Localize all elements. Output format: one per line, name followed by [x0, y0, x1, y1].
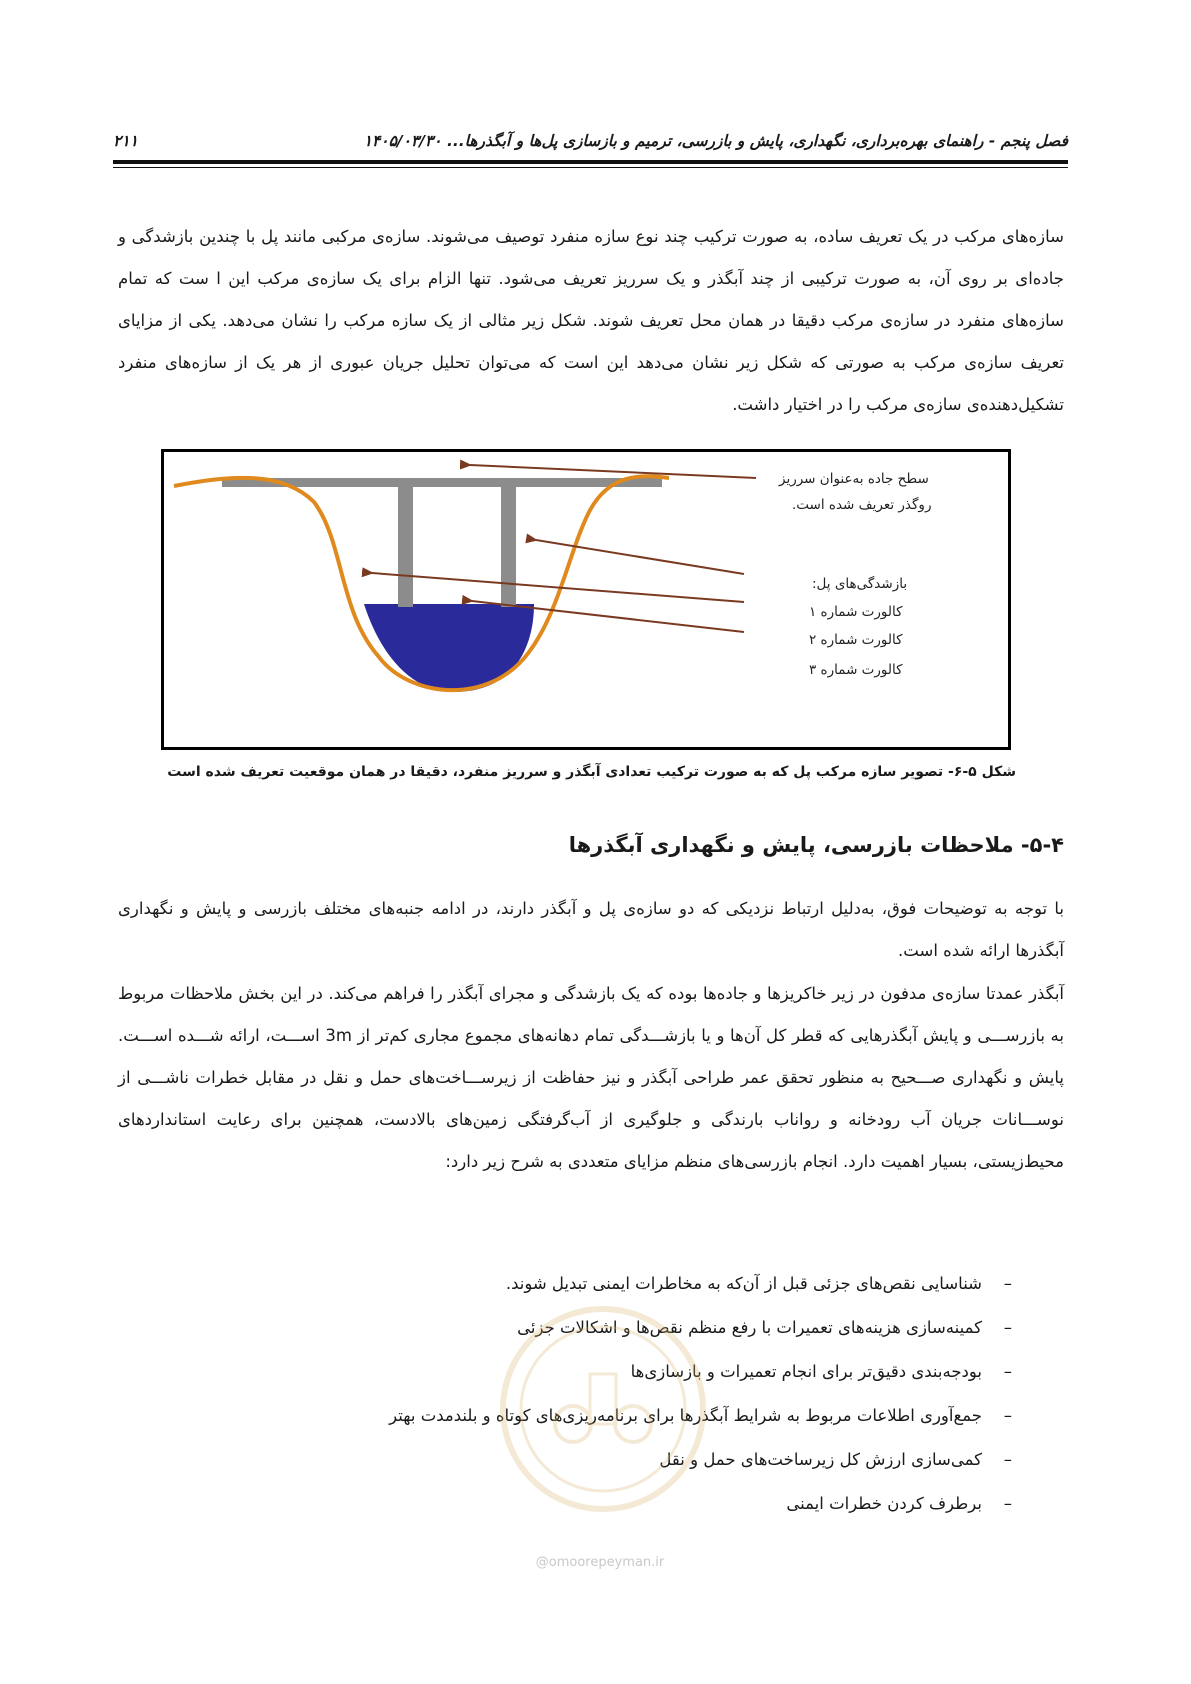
label-road-line1: سطح جاده به‌عنوان سرریز [779, 471, 929, 487]
bullet-dash: – [1003, 1406, 1012, 1425]
header-title: فصل پنجم - راهنمای بهره‌برداری، نگهداری، پایش و بازرسی، ترمیم و بازسازی پل‌ها و آبگذرها... ۱۴۰۵/۰۳/۳۰ [363, 132, 1068, 150]
list-item-text: کمینه‌سازی هزینه‌های تعمیرات با رفع منظم نقص‌ها و اشکالات جزئی [517, 1318, 982, 1337]
list-item-text: برطرف کردن خطرات ایمنی [786, 1494, 982, 1513]
page-number: ۲۱۱ [113, 132, 138, 150]
list-item-text: جمع‌آوری اطلاعات مربوط به شرایط آبگذرها برای برنامه‌ریزی‌های کوتاه و بلندمدت بهتر [389, 1406, 982, 1425]
label-culvert-3: کالورت شماره ۳ [809, 662, 903, 678]
watermark-text: @omoorepeyman.ir [535, 1555, 665, 1570]
bullet-dash: – [1003, 1274, 1012, 1293]
label-culvert-2: کالورت شماره ۲ [809, 632, 903, 648]
label-openings: بازشدگی‌های پل: [812, 576, 908, 592]
list-item [118, 1262, 1012, 1306]
bridge-pier [398, 487, 413, 607]
composite-structure-figure [161, 449, 1011, 750]
water-body [364, 604, 534, 692]
header-rule-thick [113, 160, 1068, 164]
list-item [118, 1438, 1012, 1482]
running-header [113, 128, 1068, 156]
list-item [118, 1394, 1012, 1438]
arrow-road [470, 465, 756, 478]
label-culvert-1: کالورت شماره ۱ [809, 604, 903, 620]
bullet-dash: – [1003, 1494, 1012, 1513]
bullet-dash: – [1003, 1450, 1012, 1469]
list-item-text: شناسایی نقص‌های جزئی قبل از آن‌که به مخاطرات ایمنی تبدیل شوند. [505, 1274, 982, 1293]
bullet-dash: – [1003, 1362, 1012, 1381]
list-item [118, 1482, 1012, 1526]
section-heading: ۵-۴- ملاحظات بازرسی، پایش و نگهداری آبگذرها [568, 833, 1064, 857]
list-item [118, 1306, 1012, 1350]
list-item [118, 1350, 1012, 1394]
paragraph-3: آبگذر عمدتا سازه‌ی مدفون در زیر خاکریزها و جاده‌ها بوده که یک بازشدگی و مجرای آبگذر را فراهم می‌کند. در این بخش ملاحظات مربوط به بازرســـی و پایش آبگذرهایی که قطر کل آن‌ها و یا بازشـــدگی تمام دهانه‌های مجموع مجاری کم‌تر از 3m اســـت، ارائه شـــده اســـت. پایش و نگهداری صـــحیح به منظور تحقق عمر طراحی آبگذر و نیز حفاظت از زیرســـاخت‌های حمل و نقل در مقابل خطرات ناشـــی از نوســـانات جریان آب رودخانه و رواناب بارندگی و جلوگیری از آب‌گرفتگی زمین‌های بالادست، همچنین برای رعایت استانداردهای محیط‌زیستی، بسیار اهمیت دارد. انجام بازرسی‌های منظم مزایای متعددی به شرح زیر دارد: [118, 984, 1064, 1171]
list-item-text: کمی‌سازی ارزش کل زیرساخت‌های حمل و نقل [659, 1450, 982, 1469]
list-item-text: بودجه‌بندی دقیق‌تر برای انجام تعمیرات و بازسازی‌ها [630, 1362, 982, 1381]
paragraph-2: با توجه به توضیحات فوق، به‌دلیل ارتباط نزدیکی که دو سازه‌ی پل و آبگذر دارند، در ادامه جنبه‌های مختلف بازرسی و پایش و نگهداری آبگذرها ارائه شده است. [118, 899, 1064, 960]
benefits-list [118, 1262, 1012, 1526]
header-rule-thin [113, 167, 1068, 168]
figure-caption: شکل ۵-۶- تصویر سازه مرکب پل که به صورت ترکیب تعدادی آبگذر و سرریز منفرد، دقیقا در همان موقعیت تعریف شده است [167, 764, 1016, 780]
intro-paragraph: سازه‌های مرکب در یک تعریف ساده، به صورت ترکیب چند نوع سازه منفرد توصیف می‌شوند. سازه‌ی مرکبی مانند پل با چندین بازشدگی و جاده‌ای بر روی آن، به صورت ترکیبی از چند آبگذر و یک سرریز تعریف می‌شود. تنها الزام برای یک سازه‌ی مرکب این ا ست که تمام سازه‌های منفرد در سازه‌ی مرکب دقیقا در همان محل تعریف شوند. شکل زیر مثالی از یک سازه مرکب را نشان می‌دهد. یکی از مزایای تعریف سازه‌ی مرکب به صورتی که شکل زیر نشان می‌دهد این است که می‌توان تحلیل جریان عبوری از هر یک از سازه‌های منفرد تشکیل‌دهنده‌ی سازه‌ی مرکب را در اختیار داشت. [118, 227, 1064, 414]
bullet-dash: – [1003, 1318, 1012, 1337]
label-road-line2: روگذر تعریف شده است. [792, 497, 932, 513]
bridge-pier [501, 487, 516, 607]
